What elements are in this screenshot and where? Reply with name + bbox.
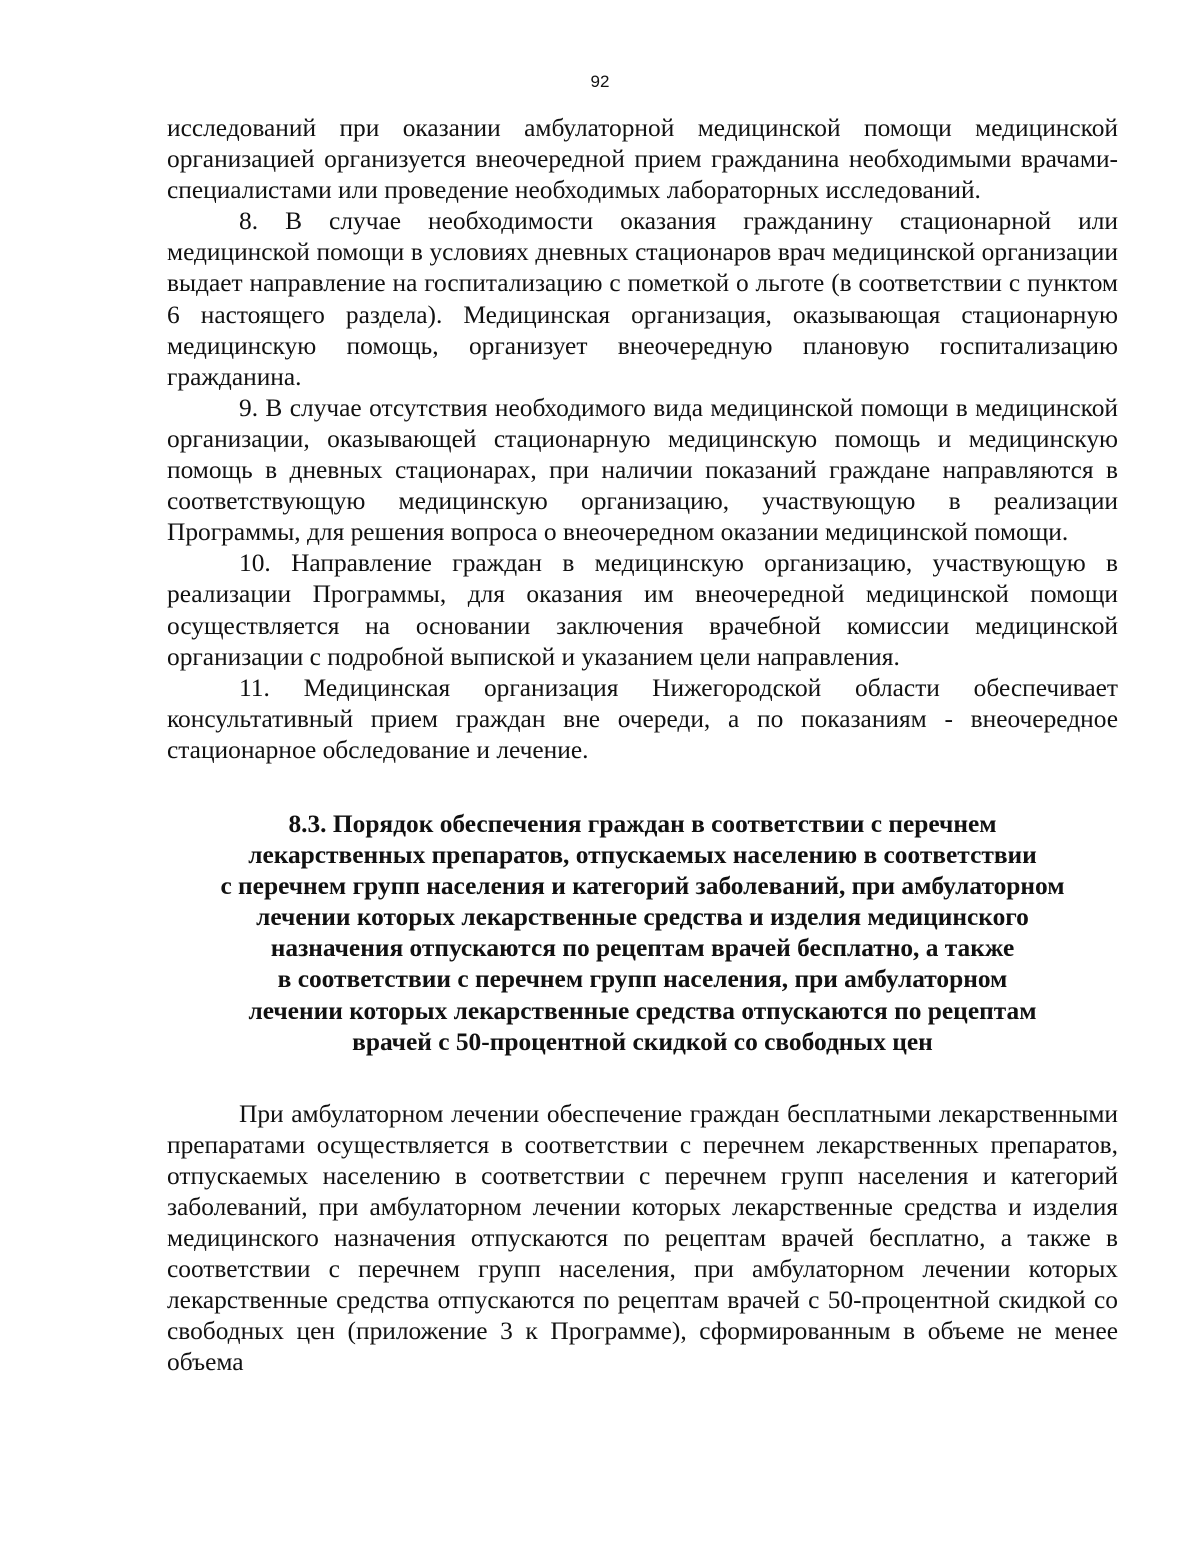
- section-heading-line: назначения отпускаются по рецептам врачей бесплатно, а также: [270, 934, 1015, 963]
- document-body: [167, 113, 1118, 1379]
- paragraph-continuation: исследований при оказании амбулаторной медицинской помощи медицинской организацией организуется внеочередной прием гражданина необходимыми врачами-специалистами или проведение необходимых лабораторных исследований.: [167, 114, 1118, 205]
- paragraph-item-11: 11. Медицинская организация Нижегородской области обеспечивает консультативный прием граждан вне очереди, а по показаниям - внеочередное стационарное обследование и лечение.: [167, 673, 1118, 764]
- section-heading-line: лечении которых лекарственные средства отпускаются по рецептам: [248, 996, 1037, 1025]
- section-heading-line: врачей с 50-процентной скидкой со свободных цен: [352, 1027, 933, 1056]
- paragraph-item-10: 10. Направление граждан в медицинскую организацию, участвующую в реализации Программы, для оказания им внеочередной медицинской помощи осуществляется на основании заключения врачебной комиссии медицинской организации с подробной выпиской и указанием цели направления.: [167, 549, 1118, 671]
- paragraph-item-8: 8. В случае необходимости оказания гражданину стационарной или медицинской помощи в условиях дневных стационаров врач медицинской организации выдает направление на госпитализацию с пометкой о льготе (в соответствии с пунктом 6 настоящего раздела). Медицинская организация, оказывающая стационарную медицинскую помощь, организует внеочередную плановую госпитализацию гражданина.: [167, 207, 1118, 391]
- paragraph-item-9: 9. В случае отсутствия необходимого вида медицинской помощи в медицинской организации, оказывающей стационарную медицинскую помощь и медицинскую помощь в дневных стационарах, при наличии показаний граждане направляются в соответствующую медицинскую организацию, участвующую в реализации Программы, для решения вопроса о внеочередном оказании медицинской помощи.: [167, 393, 1118, 547]
- section-heading-line: в соответствии с перечнем групп населения, при амбулаторном: [277, 965, 1008, 994]
- section-heading-line: лекарственных препаратов, отпускаемых населению в соответствии: [248, 841, 1037, 870]
- section-heading: [167, 809, 1118, 1058]
- section-heading-line: лечении которых лекарственные средства и изделия медицинского: [256, 903, 1029, 932]
- section-heading-line: 8.3. Порядок обеспечения граждан в соответствии с перечнем: [288, 809, 997, 838]
- paragraph-section-body: При амбулаторном лечении обеспечение граждан бесплатными лекарственными препаратами осуществляется в соответствии с перечнем лекарственных препаратов, отпускаемых населению в соответствии с перечнем групп населения и категорий заболеваний, при амбулаторном лечении которых лекарственные средства и изделия медицинского назначения отпускаются по рецептам врачей бесплатно, а также в соответствии с перечнем групп населения, при амбулаторном лечении которых лекарственные средства отпускаются по рецептам врачей с 50-процентной скидкой со свободных цен (приложение 3 к Программе), сформированным в объеме не менее объема: [167, 1099, 1118, 1377]
- section-heading-line: с перечнем групп населения и категорий заболеваний, при амбулаторном: [220, 872, 1065, 901]
- page-number: 92: [590, 72, 610, 91]
